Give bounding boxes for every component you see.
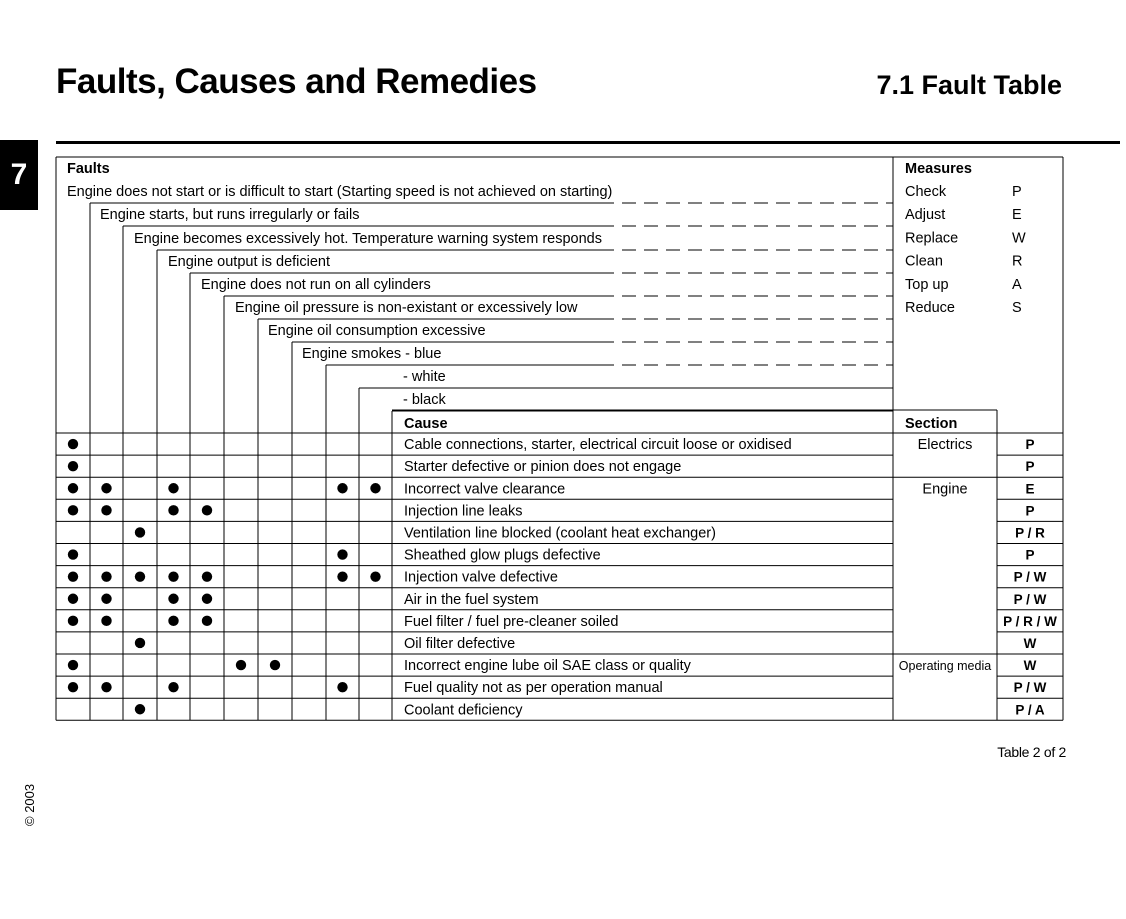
- measure-code-cell: P / W: [1013, 591, 1047, 607]
- measure-name: Clean: [905, 253, 943, 270]
- measure-name: Replace: [905, 230, 959, 247]
- fault-dot: [101, 682, 111, 692]
- faults-heading: Faults: [67, 161, 110, 177]
- fault-dot: [68, 571, 78, 581]
- fault-label: Engine does not start or is difficult to start (Starting speed is not achieved on starting): [67, 184, 613, 200]
- measure-code-cell: W: [1023, 658, 1037, 674]
- measure-code: S: [1012, 300, 1022, 316]
- cause-text: Injection line leaks: [404, 503, 523, 520]
- fault-dot: [68, 616, 78, 626]
- fault-dot: [68, 682, 78, 692]
- fault-label: Engine output is deficient: [168, 254, 331, 270]
- fault-dot: [168, 483, 178, 493]
- fault-dot: [68, 660, 78, 670]
- section-label: Operating media: [898, 659, 992, 674]
- fault-dot: [370, 571, 380, 581]
- measure-name: Check: [905, 184, 947, 200]
- fault-dot: [101, 571, 111, 581]
- fault-label: Engine starts, but runs irregularly or fails: [100, 207, 360, 223]
- measure-code: P: [1012, 184, 1022, 200]
- fault-dot: [101, 594, 111, 604]
- measure-code-cell: P / A: [1015, 702, 1045, 718]
- measure-code: A: [1012, 276, 1022, 293]
- cause-text: Oil filter defective: [404, 635, 516, 652]
- cause-text: Fuel quality not as per operation manual: [404, 680, 663, 697]
- chapter-tab: 7: [0, 140, 38, 210]
- measure-code-cell: P / R / W: [1003, 613, 1057, 629]
- fault-dot: [101, 483, 111, 493]
- fault-dot: [202, 616, 212, 626]
- cause-text: Air in the fuel system: [404, 591, 539, 608]
- measures-heading: Measures: [905, 161, 972, 177]
- fault-dot: [68, 549, 78, 559]
- section-title: 7.1 Fault Table: [876, 70, 1062, 100]
- fault-label: - white: [403, 369, 446, 385]
- fault-dot: [101, 505, 111, 515]
- cause-text: Incorrect engine lube oil SAE class or quality: [404, 658, 691, 675]
- fault-label: Engine does not run on all cylinders: [201, 277, 431, 293]
- table-page-note: Table 2 of 2: [997, 744, 1066, 760]
- cause-text: Starter defective or pinion does not engage: [404, 459, 682, 476]
- fault-dot: [168, 571, 178, 581]
- section-heading: Section: [905, 416, 958, 432]
- section-label: Electrics: [917, 437, 973, 454]
- measure-code-cell: P: [1025, 437, 1035, 453]
- fault-dot: [337, 483, 347, 493]
- fault-dot: [68, 439, 78, 449]
- measure-code-cell: P: [1025, 503, 1035, 519]
- cause-text: Coolant deficiency: [404, 702, 523, 719]
- fault-label: Engine oil consumption excessive: [268, 323, 486, 339]
- fault-dot: [202, 594, 212, 604]
- measure-name: Top up: [905, 276, 949, 293]
- fault-dot: [68, 461, 78, 471]
- measure-code-cell: P / W: [1013, 569, 1047, 585]
- page-title: Faults, Causes and Remedies: [56, 62, 537, 101]
- measure-code: E: [1012, 207, 1022, 224]
- measure-code-cell: P: [1025, 459, 1035, 475]
- section-label: Engine: [922, 481, 968, 498]
- fault-dot: [135, 571, 145, 581]
- fault-dot: [168, 616, 178, 626]
- measure-code-cell: E: [1025, 481, 1035, 497]
- cause-text: Cable connections, starter, electrical circuit loose or oxidised: [404, 437, 792, 454]
- fault-dot: [236, 660, 246, 670]
- fault-dot: [135, 638, 145, 648]
- measure-code-cell: P: [1025, 547, 1035, 563]
- measure-code: R: [1012, 253, 1023, 270]
- fault-label: Engine becomes excessively hot. Temperature warning system responds: [134, 231, 602, 247]
- fault-dot: [135, 527, 145, 537]
- fault-dot: [135, 704, 145, 714]
- measure-name: Reduce: [905, 300, 955, 316]
- fault-dot: [68, 594, 78, 604]
- fault-dot: [202, 505, 212, 515]
- fault-dot: [168, 594, 178, 604]
- measure-code-cell: P / W: [1013, 680, 1047, 696]
- copyright: © 2003: [22, 783, 37, 826]
- cause-heading: Cause: [404, 416, 448, 432]
- fault-dot: [68, 505, 78, 515]
- fault-dot: [168, 682, 178, 692]
- fault-dot: [370, 483, 380, 493]
- fault-dot: [337, 682, 347, 692]
- measure-code-cell: P / R: [1015, 525, 1045, 541]
- fault-dot: [337, 571, 347, 581]
- measure-name: Adjust: [905, 207, 946, 224]
- cause-text: Fuel filter / fuel pre-cleaner soiled: [404, 613, 619, 630]
- fault-label: - black: [403, 392, 446, 408]
- cause-text: Injection valve defective: [404, 569, 558, 586]
- cause-text: Incorrect valve clearance: [404, 481, 566, 498]
- fault-label: Engine oil pressure is non-existant or excessively low: [235, 300, 578, 316]
- fault-dot: [68, 483, 78, 493]
- fault-dot: [337, 549, 347, 559]
- measure-code-cell: W: [1023, 635, 1037, 651]
- cause-text: Sheathed glow plugs defective: [404, 547, 601, 564]
- fault-dot: [270, 660, 280, 670]
- fault-dot: [168, 505, 178, 515]
- fault-dot: [101, 616, 111, 626]
- fault-label: Engine smokes - blue: [302, 346, 442, 362]
- fault-dot: [202, 571, 212, 581]
- cause-text: Ventilation line blocked (coolant heat exchanger): [404, 525, 716, 542]
- measure-code: W: [1012, 230, 1026, 247]
